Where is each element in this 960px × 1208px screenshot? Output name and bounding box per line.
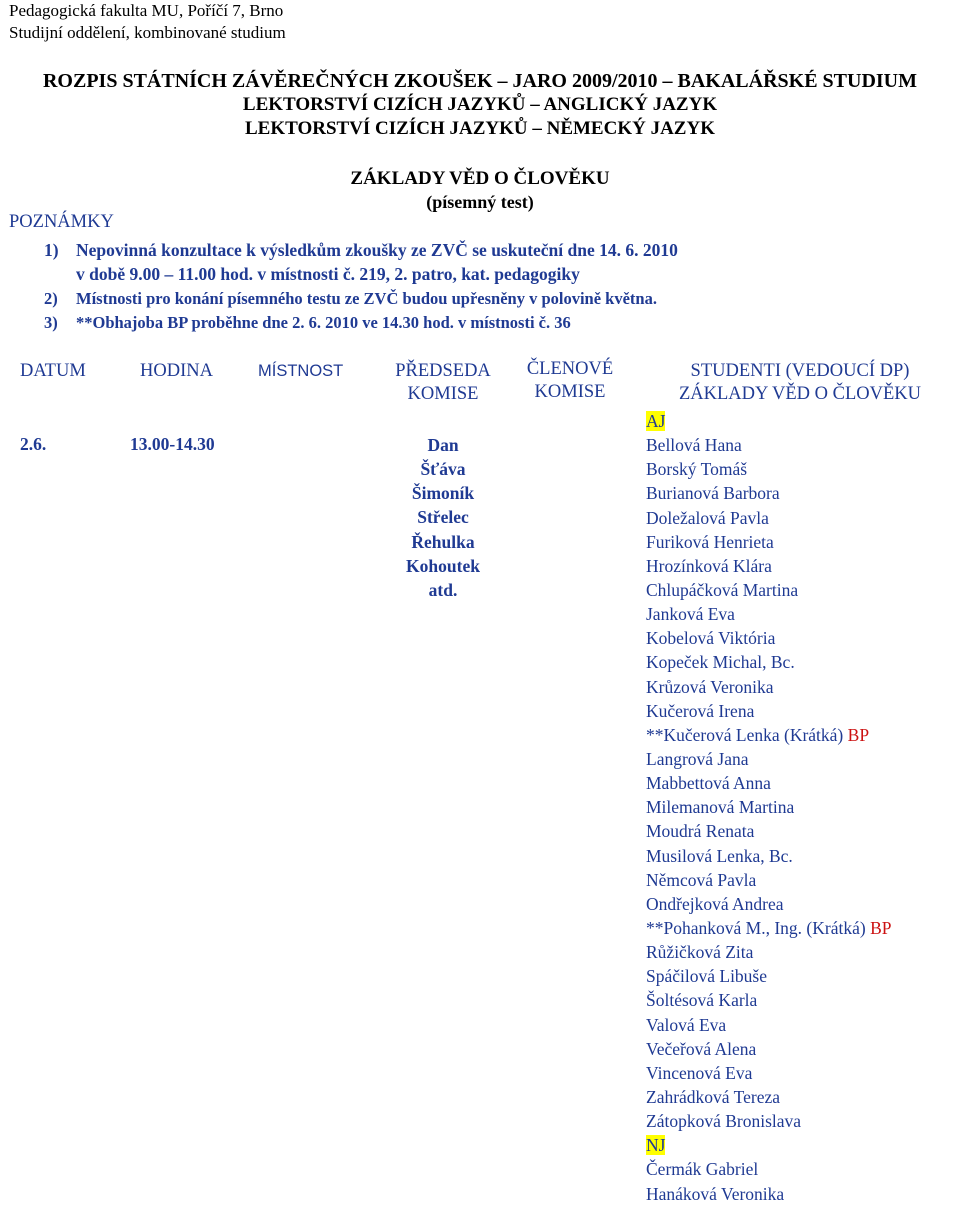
- student-row: [646, 675, 946, 699]
- student-name: **Kučerová Lenka (Krátká): [646, 724, 844, 745]
- student-name: Janková Eva: [646, 604, 735, 625]
- exam-time: 13.00-14.30: [130, 434, 215, 454]
- note-2-number: 2): [44, 289, 58, 308]
- header-predseda: [384, 360, 502, 406]
- header-datum: DATUM: [20, 361, 86, 381]
- department-name: Studijní oddělení, kombinované studium: [9, 23, 286, 42]
- header-predseda-line2: KOMISE: [407, 384, 479, 404]
- student-name: Vincenová Eva: [646, 1062, 753, 1083]
- notes-heading: POZNÁMKY: [9, 212, 114, 232]
- header-studenti: [650, 360, 950, 406]
- program-english: LEKTORSTVÍ CIZÍCH JAZYKŮ – ANGLICKÝ JAZYK: [242, 94, 718, 115]
- student-name: Němcová Pavla: [646, 869, 757, 890]
- student-name: Burianová Barbora: [646, 483, 780, 504]
- student-name: Kobelová Viktória: [646, 628, 776, 649]
- student-row: [646, 578, 946, 602]
- header-mistnost: MÍSTNOST: [258, 362, 344, 380]
- document-title: ROZPIS STÁTNÍCH ZÁVĚREČNÝCH ZKOUŠEK – JARO 2009/2010 – BAKALÁŘSKÉ STUDIUM: [42, 70, 917, 92]
- student-row: [646, 1013, 946, 1037]
- header-clenove-line1: ČLENOVÉ: [526, 359, 614, 379]
- student-row: [646, 650, 946, 674]
- thesis-defense-badge: BP: [870, 917, 892, 938]
- student-name: Hrozínková Klára: [646, 555, 772, 576]
- note-1-number: 1): [44, 240, 59, 260]
- student-row: [646, 699, 946, 723]
- committee-chair-name: atd.: [428, 579, 458, 600]
- thesis-defense-badge: BP: [847, 724, 870, 745]
- student-name: Musilová Lenka, Bc.: [646, 845, 793, 866]
- student-row: [646, 771, 946, 795]
- student-name: Krůzová Veronika: [646, 676, 774, 697]
- committee-chair-name: Kohoutek: [406, 555, 480, 576]
- header-predseda-line1: PŘEDSEDA: [395, 361, 491, 381]
- group-label-text: AJ: [646, 411, 666, 431]
- header-hodina: HODINA: [140, 361, 213, 381]
- committee-chair-name: Střelec: [417, 507, 469, 528]
- language-group-label: [646, 409, 946, 433]
- program-german: LEKTORSTVÍ CIZÍCH JAZYKŮ – NĚMECKÝ JAZYK: [245, 118, 715, 139]
- student-row: [646, 1109, 946, 1133]
- committee-chair-name: Řehulka: [411, 531, 475, 552]
- student-name: Zátopková Bronislava: [646, 1111, 802, 1132]
- student-row: [646, 940, 946, 964]
- header-studenti-line2: ZÁKLADY VĚD O ČLOVĚKU: [678, 384, 922, 404]
- header-clenove: [520, 358, 620, 404]
- student-row: [646, 1157, 946, 1181]
- committee-chair-name: Šimoník: [411, 483, 475, 504]
- student-name: Šoltésová Karla: [646, 990, 758, 1011]
- student-row: [646, 626, 946, 650]
- student-name: Milemanová Martina: [646, 797, 795, 818]
- student-name: Moudrá Renata: [646, 821, 755, 842]
- student-row: [646, 723, 946, 747]
- student-row: [646, 795, 946, 819]
- student-row: [646, 988, 946, 1012]
- student-name: Doležalová Pavla: [646, 507, 769, 528]
- student-name: Ondřejková Andrea: [646, 893, 784, 914]
- student-row: [646, 1182, 946, 1206]
- student-name: Čermák Gabriel: [646, 1159, 759, 1180]
- committee-chair-list: [384, 433, 502, 602]
- exam-form: (písemný test): [426, 192, 534, 212]
- committee-chair-name: Dan: [427, 435, 459, 455]
- student-row: [646, 1037, 946, 1061]
- note-1-text-cont: v době 9.00 – 11.00 hod. v místnosti č. 219, 2. patro, kat. pedagogiky: [76, 264, 580, 284]
- student-row: [646, 506, 946, 530]
- note-2-text: Místnosti pro konání písemného testu ze ZVČ budou upřesněny v polovině května.: [76, 289, 657, 308]
- student-name: Zahrádková Tereza: [646, 1086, 780, 1107]
- student-name: Bellová Hana: [646, 435, 742, 456]
- student-row: [646, 1085, 946, 1109]
- language-group-label: [646, 1133, 946, 1157]
- group-label-text: NJ: [646, 1135, 666, 1156]
- student-row: [646, 844, 946, 868]
- student-name: Spáčilová Libuše: [646, 966, 768, 987]
- student-row: [646, 602, 946, 626]
- student-name: **Pohanková M., Ing. (Krátká): [646, 917, 866, 938]
- student-name: Langrová Jana: [646, 748, 749, 769]
- exam-date: 2.6.: [20, 434, 47, 454]
- student-row: [646, 1061, 946, 1085]
- student-name: Chlupáčková Martina: [646, 579, 799, 600]
- header-clenove-line2: KOMISE: [534, 382, 606, 402]
- student-name: Valová Eva: [646, 1014, 727, 1035]
- committee-chair-name: Šťáva: [420, 459, 466, 480]
- student-row: [646, 964, 946, 988]
- student-row: [646, 481, 946, 505]
- faculty-address: Pedagogická fakulta MU, Poříčí 7, Brno: [9, 1, 284, 20]
- student-name: Večeřová Alena: [646, 1038, 757, 1059]
- header-studenti-line1: STUDENTI (VEDOUCÍ DP): [690, 361, 910, 381]
- student-row: [646, 892, 946, 916]
- student-row: [646, 433, 946, 457]
- student-list: [646, 409, 946, 1206]
- student-row: [646, 916, 946, 940]
- note-1-text: Nepovinná konzultace k výsledkům zkoušky ze ZVČ se uskuteční dne 14. 6. 2010: [76, 240, 678, 260]
- note-3-number: 3): [44, 313, 58, 332]
- subject-name: ZÁKLADY VĚD O ČLOVĚKU: [350, 168, 610, 189]
- student-row: [646, 457, 946, 481]
- student-name: Kopeček Michal, Bc.: [646, 652, 795, 673]
- student-row: [646, 868, 946, 892]
- student-name: Hanáková Veronika: [646, 1183, 785, 1204]
- student-row: [646, 819, 946, 843]
- student-row: [646, 530, 946, 554]
- student-name: Furiková Henrieta: [646, 531, 774, 552]
- student-name: Růžičková Zita: [646, 942, 754, 963]
- student-row: [646, 747, 946, 771]
- student-name: Mabbettová Anna: [646, 773, 771, 794]
- student-row: [646, 554, 946, 578]
- student-name: Kučerová Irena: [646, 700, 755, 721]
- student-name: Borský Tomáš: [646, 459, 748, 480]
- note-3-text: **Obhajoba BP proběhne dne 2. 6. 2010 ve 14.30 hod. v místnosti č. 36: [76, 313, 571, 332]
